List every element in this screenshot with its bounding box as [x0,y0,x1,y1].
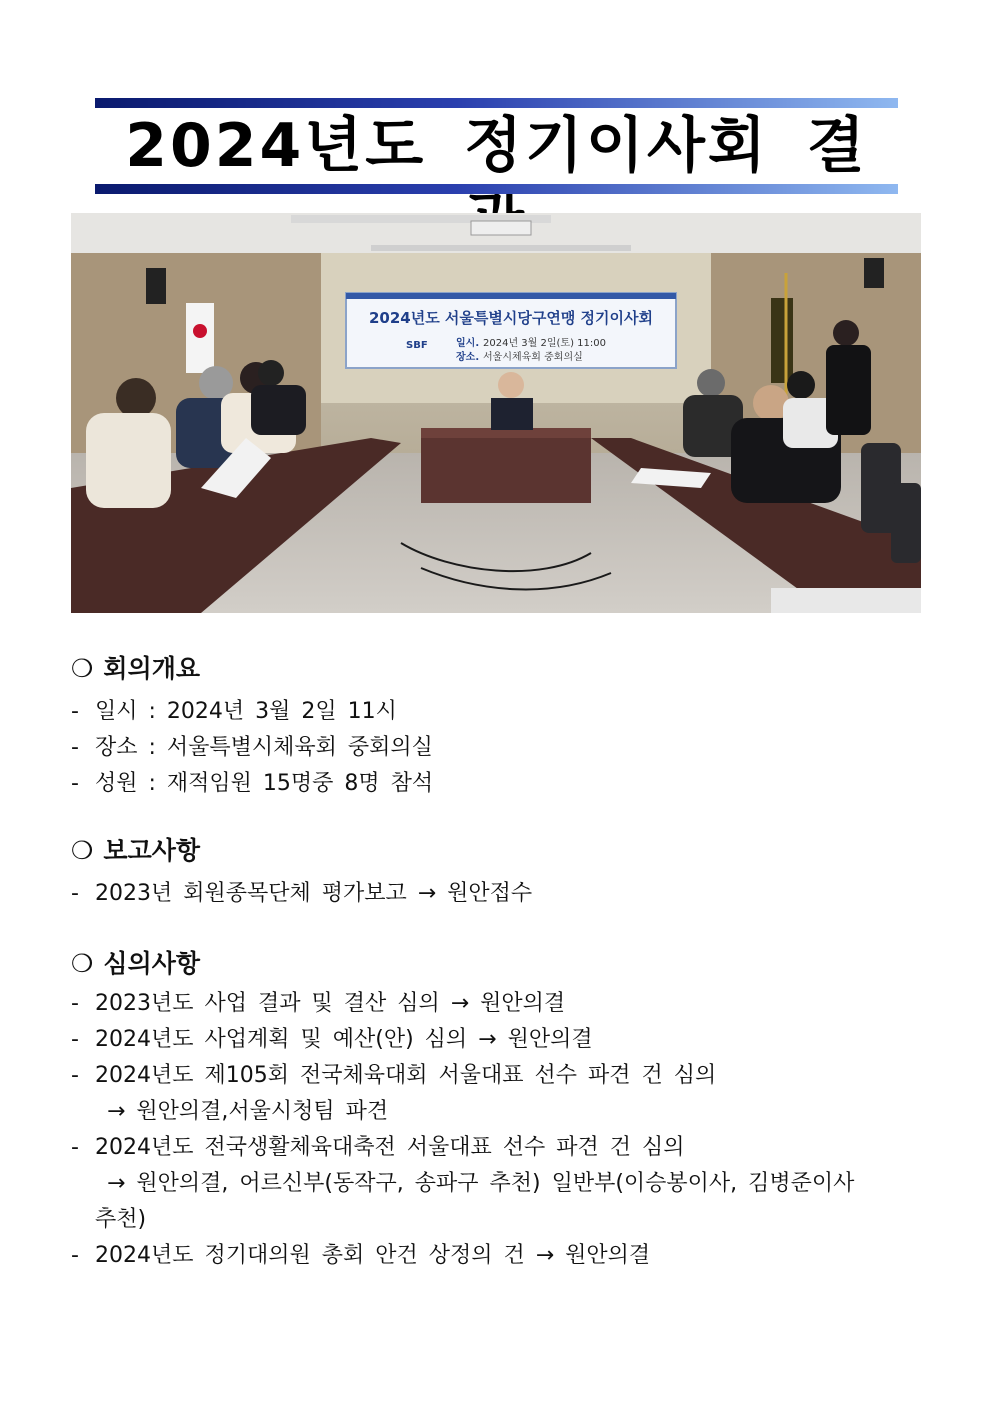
section-heading [71,945,931,983]
list-item: - 장소 : 서울특별시체육회 중회의실 [71,735,433,760]
list-item: - 2024년도 사업계획 및 예산(안) 심의 → 원안의결 [71,1027,593,1052]
banner-title: 2024년도 서울특별시당구연맹 정기이사회 [368,309,654,327]
banner-date: 2024년 3월 2일(토) 11:00 [483,338,606,349]
banner-place-label: 장소. [456,352,480,363]
section-heading [71,650,931,688]
list-item-continuation: → 원안의결, 어르신부(동작구, 송파구 추천) 일반부(이승봉이사, 김병준이사 [107,1171,855,1196]
list-item-continuation: 추천) [95,1207,147,1232]
section-reports [71,832,931,912]
speaker-right [864,258,884,288]
list-item: - 2024년도 전국생활체육대축전 서울대표 선수 파견 건 심의 [71,1135,685,1160]
section-title: 심의사항 [103,949,201,978]
list-item: - 2024년도 제105회 전국체육대회 서울대표 선수 파견 건 심의 [71,1063,717,1088]
title-top-bar [95,98,898,108]
banner-logo: SBF [406,340,428,351]
list-item: - 일시 : 2024년 3월 2일 11시 [71,699,397,724]
list-item-continuation: → 원안의결,서울시청팀 파견 [107,1099,389,1124]
circle-bullet-icon: ❍ [71,836,94,865]
circle-bullet-icon: ❍ [71,654,94,683]
banner-place: 서울시체육회 중회의실 [483,352,583,363]
list-item: - 2024년도 정기대의원 총회 안건 상정의 건 → 원안의결 [71,1243,651,1268]
circle-bullet-icon: ❍ [71,949,94,978]
section-deliberations [71,945,931,1274]
page-title: 2024년도 정기이사회 결 [125,111,868,181]
banner-date-label: 일시. [456,338,480,349]
section-heading [71,832,931,870]
list-item: - 2023년 회원종목단체 평가보고 → 원안접수 [71,881,533,906]
list-item: - 2023년도 사업 결과 및 결산 심의 → 원안의결 [71,991,566,1016]
title-block [95,98,898,194]
section-title: 보고사항 [103,836,201,865]
list-item: - 성원 : 재적임원 15명중 8명 참석 [71,771,434,796]
speaker-left [146,268,166,304]
meeting-photo [71,213,921,613]
title-bottom-bar [95,184,898,194]
head-table [421,428,591,503]
section-meeting-overview [71,650,931,802]
section-title: 회의개요 [103,654,201,683]
